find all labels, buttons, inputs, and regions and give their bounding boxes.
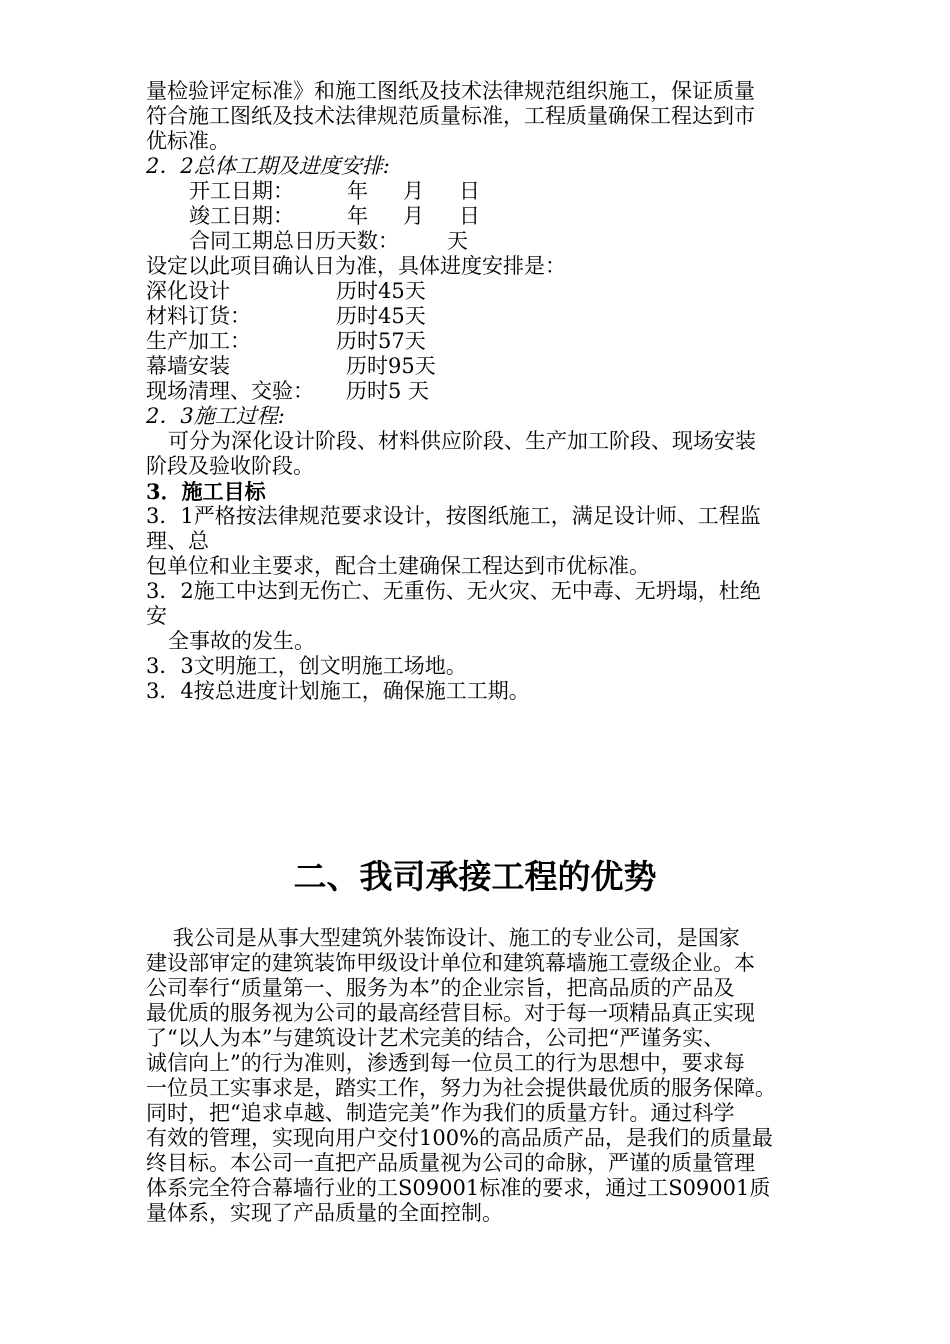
body-line: 终目标。本公司一直把产品质量视为公司的命脉，严谨的质量管理 xyxy=(146,1151,755,1175)
date-unit-month: 月 xyxy=(403,204,424,228)
body-line: 可分为深化设计阶段、材料供应阶段、生产加工阶段、现场安装 xyxy=(168,429,756,453)
schedule-item: 生产加工： xyxy=(146,329,251,353)
body-line: 同时，把“追求卓越、制造完美”作为我们的质量方针。通过科学 xyxy=(146,1101,735,1125)
body-line: 了“以人为本”与建筑设计艺术完美的结合，公司把“严谨务实、 xyxy=(146,1026,725,1050)
body-line: 量检验评定标准》和施工图纸及技术法律规范组织施工，保证质量 xyxy=(146,79,755,103)
date-unit-month: 月 xyxy=(403,179,424,203)
schedule-duration: 历时57天 xyxy=(336,329,426,353)
body-line: 量体系，实现了产品质量的全面控制。 xyxy=(146,1201,503,1225)
schedule-duration: 历时95天 xyxy=(346,354,436,378)
contract-days-label: 合同工期总日历天数： xyxy=(189,229,399,253)
body-line: 全事故的发生。 xyxy=(168,629,315,653)
body-line: 3．1严格按法律规范要求设计，按图纸施工，满足设计师、工程监 xyxy=(146,504,761,528)
body-line: 3．2施工中达到无伤亡、无重伤、无火灾、无中毒、无坍塌，杜绝 xyxy=(146,579,761,603)
advantage-paragraph xyxy=(146,926,821,1226)
body-line: 诚信向上”的行为准则，渗透到每一位员工的行为思想中，要求每 xyxy=(146,1051,745,1075)
section-heading-2-2: 2．2总体工期及进度安排: xyxy=(146,154,390,178)
schedule-duration: 历时5 天 xyxy=(346,379,430,403)
body-line: 有效的管理，实现向用户交付100%的高品质产品，是我们的质量最 xyxy=(146,1126,774,1150)
body-line: 建设部审定的建筑装饰甲级设计单位和建筑幕墙施工壹级企业。本 xyxy=(146,951,755,975)
body-line: 理、总 xyxy=(146,529,209,553)
date-unit-year: 年 xyxy=(347,204,368,228)
schedule-item: 材料订货： xyxy=(146,304,251,328)
schedule-item: 幕墙安装 xyxy=(146,354,230,378)
body-line: 符合施工图纸及技术法律规范质量标准，工程质量确保工程达到市 xyxy=(146,104,755,128)
chapter-title: 二、我司承接工程的优势 xyxy=(293,857,657,896)
schedule-duration: 历时45天 xyxy=(336,279,426,303)
date-unit-year: 年 xyxy=(347,179,368,203)
body-line: 公司奉行“质量第一、服务为本”的企业宗旨，把高品质的产品及 xyxy=(146,976,735,1000)
body-line: 3．4按总进度计划施工，确保施工工期。 xyxy=(146,679,530,703)
end-date-label: 竣工日期： xyxy=(189,204,294,228)
body-line: 安 xyxy=(146,604,167,628)
body-line: 我公司是从事大型建筑外装饰设计、施工的专业公司，是国家 xyxy=(146,926,740,950)
body-line: 最优质的服务视为公司的最高经营目标。对于每一项精品真正实现 xyxy=(146,1001,755,1025)
body-line: 包单位和业主要求，配合土建确保工程达到市优标准。 xyxy=(146,554,650,578)
schedule-item: 现场清理、交验： xyxy=(146,379,314,403)
schedule-intro: 设定以此项目确认日为准，具体进度安排是： xyxy=(146,254,566,278)
body-line: 3．3文明施工，创文明施工场地。 xyxy=(146,654,467,678)
body-line: 阶段及验收阶段。 xyxy=(146,454,314,478)
body-line: 优标准。 xyxy=(146,129,230,153)
body-line: 一位员工实事求是，踏实工作，努力为社会提供最优质的服务保障。 xyxy=(146,1076,776,1100)
section-heading-2-3: 2．3施工过程: xyxy=(146,404,285,428)
body-line: 体系完全符合幕墙行业的工S09001标准的要求，通过工S09001质 xyxy=(146,1176,771,1200)
date-unit-day: 日 xyxy=(459,204,480,228)
date-unit-day: 日 xyxy=(459,179,480,203)
contract-days-unit: 天 xyxy=(447,229,468,253)
start-date-label: 开工日期： xyxy=(189,179,294,203)
schedule-item: 深化设计 xyxy=(146,279,230,303)
section-heading-3: 3．施工目标 xyxy=(146,479,266,504)
schedule-duration: 历时45天 xyxy=(336,304,426,328)
